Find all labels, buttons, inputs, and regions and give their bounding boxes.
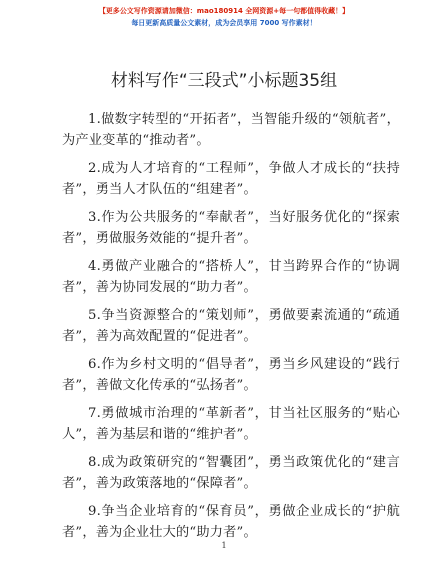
list-item: 6.作为乡村文明的“倡导者”，勇当乡风建设的“践行者”，善做文化传承的“弘扬者”。 [62,357,400,393]
list-item: 7.勇做城市治理的“革新者”，甘当社区服务的“贴心人”，善为基层和谐的“维护者”。 [62,406,400,442]
list-item: 1.做数字转型的“开拓者”，当智能升级的“领航者”，为产业变革的“推动者”。 [62,112,400,148]
item-list [62,109,400,550]
list-item: 8.成为政策研究的“智囊团”，勇当政策优化的“建言者”，善为政策落地的“保障者”。 [62,455,400,491]
list-item: 5.争当资源整合的“策划师”，勇做要素流通的“疏通者”，善为高效配置的“促进者”。 [62,308,400,344]
document-title: 材料写作“三段式”小标题35组 [110,71,338,91]
list-item: 9.争当企业培育的“保育员”，勇做企业成长的“护航者”，善为企业壮大的“助力者”。 [62,504,400,540]
list-item: 2.成为人才培育的“工程师”，争做人才成长的“扶持者”，勇当人才队伍的“组建者”。 [62,161,400,197]
promo-banner-line-1: 【更多公文写作资源请加微信：mao180914 全网资源+每一句都值得收藏！】 [98,7,350,15]
list-item: 4.勇做产业融合的“搭桥人”，甘当跨界合作的“协调者”，善为协同发展的“助力者”。 [62,259,400,295]
page-number: 1 [221,541,227,550]
list-item: 3.作为公共服务的“奉献者”，当好服务优化的“探索者”，勇做服务效能的“提升者”。 [62,210,400,246]
promo-banner-line-2: 每日更新高质量公文素材，成为会员享用 7000 写作素材！ [131,19,317,27]
